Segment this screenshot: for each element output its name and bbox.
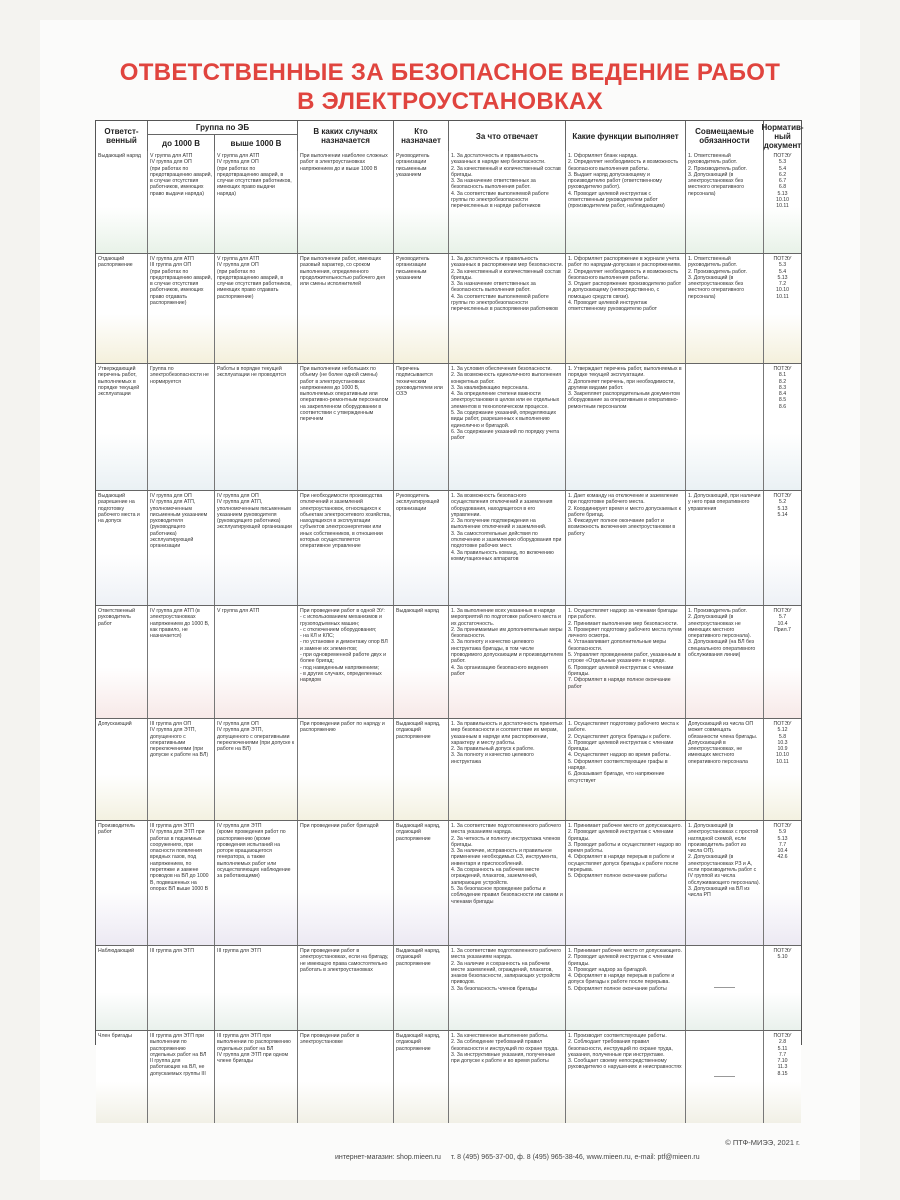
cell-combined-duties: 1. Ответственный руководитель работ. 2. Производитель работ. 3. Допускающий (в электроустановках без местного оперативного персонала): [686, 151, 764, 253]
cell-group-up-to-1000: IV группа для АТП III группа для ОП (при работах по предотвращению аварий, в случае отсутствия работников, имеющих право отдавать распоряжение): [148, 254, 215, 363]
cell-normative-doc: ПОТЭУ 5.2 5.13 5.14: [773, 493, 792, 518]
cell-group-above-1000: IV группа для ОП IV группа для ЭТП, допущенного с оперативными переключениями (при допуске к работе на ВЛ): [215, 719, 298, 820]
table-row: [96, 254, 801, 364]
table-row: [96, 1031, 801, 1123]
cell-normative-doc: ПОТЭУ 5.7 10.4 Прил.7: [773, 608, 792, 633]
header-normative-doc: Норматив- ный документ: [761, 122, 804, 150]
cell-when-assigned: При выполнении наиболее сложных работ в электроустановках напряжением до и выше 1000 В: [298, 151, 394, 253]
cell-group-up-to-1000: III группа для ОП IV группа для ЭТП, допущенного с оперативными переключениями (при допуске к работе на ВЛ): [148, 719, 215, 820]
cell-who-assigns: Руководитель организации письменным указанием: [394, 254, 449, 363]
cell-functions: 1. Оформляет бланк наряда. 2. Определяет необходимость и возможность безопасного выполнения работы. 3. Выдает наряд допускающему и производителю работ (ответственному руководителю работ). 4. Проводит целевой инструктаж с ответственным руководителем работ (производителем работ, наблюдающим): [566, 151, 686, 253]
cell-group-above-1000: III группа для ЭТП при выполнении по распоряжению отдельных работ на ВЛ IV группа для ЭТП при одном члене бригады: [215, 1031, 298, 1123]
table-row: [96, 364, 801, 491]
header-group: Группа по ЭБ: [148, 121, 298, 135]
copyright: © ПТФ-МИЭЭ, 2021 г.: [725, 1138, 800, 1147]
cell-responsible: Допускающий: [96, 719, 148, 820]
cell-group-up-to-1000: III группа для ЭТП при выполнении по распоряжению отдельных работ на ВЛ II группа для работающих на ВЛ, не допускаемых группы III: [148, 1031, 215, 1123]
cell-functions: 1. Утверждает перечень работ, выполняемых в порядке текущей эксплуатации. 2. Дополняет перечень, при необходимости, другими видами работ. 3. Закрепляет распорядительным документом оборудование за оперативным и оперативно-ремонтным персоналом: [566, 364, 686, 490]
cell-when-assigned: При проведении работ в электроустановке: [298, 1031, 394, 1123]
header-responsible: Ответст- венный: [96, 121, 148, 151]
cell-group-above-1000: V группа для АТП IV группа для ОП (при работах по предотвращению аварий, в случае отсутствия работников, имеющих право отдавать распоряжение): [215, 254, 298, 363]
cell-responsible: Ответственный руководитель работ: [96, 606, 148, 718]
cell-who-assigns: Выдающий наряд, отдающий распоряжение: [394, 946, 449, 1030]
cell-normative-doc: ПОТЭУ 5.3 5.4 6.2 6.7 6.8 5.13 10.10 10.11: [773, 153, 792, 210]
cell-combined-duties: 1. Ответственный руководитель работ. 2. Производитель работ. 3. Допускающий (в электроустановках без местного оперативного персонала): [686, 254, 764, 363]
cell-normative-doc: ПОТЭУ 5.3 5.4 5.13 7.2 10.10 10.11: [773, 256, 792, 300]
cell-functions: 1. Принимает рабочее место от допускающего. 2. Проводит целевой инструктаж с членами бригады. 3. Проводит надзор за бригадой. 4. Оформляет в наряде перерыв в работе и допуск бригады к работе после перерыва. 5. Оформляет полное окончание работы: [566, 946, 686, 1030]
cell-responsible-for: 1. За достаточность и правильность указанных в распоряжении мер безопасности. 2. За качественный и количественный состав бригады. 3. За назначение ответственных за безопасность выполнения работ. 4. За соответствие выполняемой работе группы по электробезопасности перечисленных в распоряжении работников: [449, 254, 566, 363]
cell-group-up-to-1000: IV группа для АТП (в электроустановках напряжением до 1000 В, как правило, не назначается): [148, 606, 215, 718]
cell-when-assigned: При проведении работ в электроустановках, если на бригаду, не имеющую права самостоятельно работать в электроустановках: [298, 946, 394, 1030]
cell-responsible: Выдающий наряд: [96, 151, 148, 253]
cell-group-up-to-1000: III группа для ЭТП IV группа для ЭТП при работах в подземных сооружениях, при опасности появления вредных газов, под напряжением, по перетяжке и замене проводов на ВЛ до 1000 В, подвешенных на опорах ВЛ выше 1000 В: [148, 821, 215, 945]
table-row: [96, 491, 801, 606]
cell-group-above-1000: V группа для АТП: [215, 606, 298, 718]
cell-normative-doc: ПОТЭУ 8.1 8.2 8.3 8.4 8.5 8.6: [773, 366, 792, 410]
cell-combined-duties: ———: [686, 946, 764, 1030]
cell-who-assigns: Руководитель организации письменным указанием: [394, 151, 449, 253]
header-combined-duties: Совмещаемые обязанности: [686, 121, 764, 151]
cell-responsible-for: 1. За соответствие подготовленного рабочего места указаниям наряда. 2. За наличие и сохранность на рабочем месте заземлений, ограждений, плакатов, знаков безопасности, запирающих устройств приводов. 3. За безопасность членов бригады: [449, 946, 566, 1030]
cell-group-up-to-1000: III группа для ЭТП: [148, 946, 215, 1030]
cell-functions: 1. Принимает рабочее место от допускающего. 2. Проводит целевой инструктаж с членами бригады. 3. Проводит работы и осуществляет надзор во время работы. 4. Оформляет в наряде перерыв в работе и осуществляет допуск бригады к работе после перерыва. 5. Оформляет полное окончание работы: [566, 821, 686, 945]
cell-who-assigns: Выдающий наряд, отдающий распоряжение: [394, 1031, 449, 1123]
cell-functions: 1. Осуществляет надзор за членами бригады при работе. 2. Принимает выполнение мер безопасности. 3. Проверяет подготовку рабочего места путем личного осмотра. 4. Устанавливает дополнительные меры безопасности. 5. Управляет проведением работ, указанным в строке «Отдельные указания» в наряде. 6. Проводит целевой инструктаж с членами бригады. 7. Оформляет в наряде полное окончание работ: [566, 606, 686, 718]
cell-responsible-for: 1. За условия обеспечения безопасности. 2. За возможность единоличного выполнения конкретных работ. 3. За квалификацию персонала. 4. За определение степени важности электроустановки в целом или ее отдельных элементов в технологическом процессе. 5. За содержание указаний, определяющих виды работ, разрешенных к выполнению единолично и бригадой. 6. За содержание указаний по порядку учета работ: [449, 364, 566, 490]
cell-responsible: Утверждающий перечень работ, выполняемых в порядке текущей эксплуатации: [96, 364, 148, 490]
contact-info: т. 8 (495) 965-37-00, ф. 8 (495) 965-38-46, www.mieen.ru, e-mail: ptf@mieen.ru: [450, 1154, 700, 1161]
cell-who-assigns: Выдающий наряд, отдающий распоряжение: [394, 821, 449, 945]
responsibility-table: [95, 120, 804, 1080]
table-row: [96, 606, 801, 719]
cell-who-assigns: Выдающий наряд: [394, 606, 449, 718]
cell-combined-duties: 1. Производитель работ. 2. Допускающий (в электроустановках не имеющих местного оперативного персонала). 3. Допускающий (на ВЛ без специального оперативного обслуживания линии): [686, 606, 764, 718]
header-who-assigns: Кто назначает: [394, 121, 449, 151]
cell-group-up-to-1000: V группа для АТП IV группа для ОП (при работах по предотвращению аварий, в случае отсутствия работников, имеющих право выдачи наряда): [148, 151, 215, 253]
table-row: [96, 821, 801, 946]
cell-responsible-for: 1. За правильность и достаточность принятых мер безопасности и соответствие их мерам, указанным в наряде или распоряжении, характеру и месту работы. 2. За правильный допуск к работе. 3. За полноту и качество целевого инструктажа: [449, 719, 566, 820]
cell-functions: 1. Оформляет распоряжение в журнале учета работ по нарядам-допускам и распоряжениям. 2. Определяет необходимость и возможность безопасного выполнения работы. 3. Отдает распоряжение производителю работ и допускающему (непосредственно, с помощью средств связи). 4. Проводит целевой инструктаж ответственному руководителю работ: [566, 254, 686, 363]
cell-responsible: Наблюдающий: [96, 946, 148, 1030]
table-row: [96, 719, 801, 821]
cell-group-above-1000: III группа для ЭТП: [215, 946, 298, 1030]
cell-group-up-to-1000: IV группа для ОП IV группа для АТП, уполномоченным письменным указанием руководителя (руководящего работника) эксплуатирующей организации: [148, 491, 215, 605]
header-functions: Какие функции выполняет: [566, 121, 686, 151]
cell-responsible: Отдающий распоряжение: [96, 254, 148, 363]
cell-group-above-1000: Работы в порядке текущей эксплуатации не проводятся: [215, 364, 298, 490]
header-responsible-for: За что отвечает: [449, 121, 566, 151]
contacts-line: [335, 1154, 708, 1161]
header-when-assigned: В каких случаях назначается: [298, 121, 394, 151]
cell-who-assigns: Выдающий наряд, отдающий распоряжение: [394, 719, 449, 820]
cell-functions: 1. Дает команду на отключение и заземление при подготовке рабочего места. 2. Координирует время и место допускаемых к работе бригад. 3. Фиксирует полное окончание работ и возможность включения электроустановки в работу: [566, 491, 686, 605]
cell-who-assigns: Руководитель эксплуатирующей организации: [394, 491, 449, 605]
cell-when-assigned: При необходимости производства отключений и заземлений электроустановок, относящихся к объектам электросетевого хозяйства, находящихся в эксплуатации субъектов электроэнергетики или иных собственников, в отношении которых осуществляется оперативное управление: [298, 491, 394, 605]
cell-normative-doc: ПОТЭУ 5.12 5.8 10.3 10.9 10.10 10.11: [773, 721, 792, 765]
cell-combined-duties: Допускающий из числа ОП может совмещать обязанности члена бригады. Допускающий в электроустановках, не имеющих местного оперативного персонала: [686, 719, 764, 820]
cell-when-assigned: При выполнении небольших по объему (не более одной смены) работ в электроустановках напряжением до 1000 В, выполняемых оперативным или оперативно-ремонтным персоналом на закрепленном оборудовании в соответствии с утвержденным перечнем: [298, 364, 394, 490]
cell-responsible-for: 1. За соответствие подготовленного рабочего места указаниям наряда. 2. За четкость и полноту инструктажа членов бригады. 3. За наличие, исправность и правильное применение необходимых СЗ, инструмента, инвентаря и приспособлений. 4. За сохранность на рабочем месте ограждений, плакатов, заземлений, запирающих устройств. 5. За безопасное проведение работы и соблюдение правил безопасности им самим и членами бригады: [449, 821, 566, 945]
header-up-to-1000: до 1000 В: [148, 135, 215, 151]
cell-responsible: Выдающий разрешение на подготовку рабочего места и на допуск: [96, 491, 148, 605]
cell-combined-duties: 1. Допускающий (в электроустановках с простой наглядной схемой, если производитель работ из числа ОП). 2. Допускающий (в электроустановках РЗ и А, если производитель работ с IV группой из числа обслуживающего персонала). 3. Допускающий на ВЛ из числа РП: [686, 821, 764, 945]
title-line-2: В ЭЛЕКТРОУСТАНОВКАХ: [297, 88, 603, 115]
cell-combined-duties: [686, 364, 764, 490]
cell-responsible: Член бригады: [96, 1031, 148, 1123]
cell-group-above-1000: V группа для АТП IV группа для ОП (при работах по предотвращению аварий, в случае отсутствия работников, имеющих право выдачи наряда): [215, 151, 298, 253]
cell-group-above-1000: IV группа для ЭТП (кроме проведения работ по распоряжению (кроме проведения испытаний на роторе вращающегося генератора, а также выполняемых работ или осуществляющих наблюдение за работающими): [215, 821, 298, 945]
cell-normative-doc: ПОТЭУ 2.8 5.11 7.7 7.10 11.3 8.15: [773, 1033, 792, 1077]
cell-responsible-for: 1. За возможность безопасного осуществления отключений и заземления оборудования, находящегося в его управлении. 2. За получение подтверждения на выполнение отключений и заземлений. 3. За самостоятельные действия по отключению и заземлению оборудования при подготовке рабочих мест. 4. За правильность команд, по включению коммутационных аппаратов: [449, 491, 566, 605]
table-header: [96, 121, 804, 152]
cell-when-assigned: При проведении работ бригадой: [298, 821, 394, 945]
cell-normative-doc: ПОТЭУ 5.9 5.13 7.7 10.4 42.6: [773, 823, 792, 861]
cell-responsible: Производитель работ: [96, 821, 148, 945]
cell-group-above-1000: IV группа для ОП IV группа для АТП, уполномоченным письменным указанием руководителя (руководящего работника) эксплуатирующей организации: [215, 491, 298, 605]
cell-functions: 1. Производит соответствующие работы. 2. Соблюдает требования правил безопасности, инструкций по охране труда, указания, полученные при инструктаже. 3. Сообщает своему непосредственному руководителю о нарушениях и неисправностях: [566, 1031, 686, 1123]
cell-when-assigned: При выполнении работ, имеющих разовый характер, со сроком выполнения, определенного продолжительностью рабочего дня или смены исполнителей: [298, 254, 394, 363]
cell-who-assigns: Перечень подписывается техническим руководителем или ОЗЭ: [394, 364, 449, 490]
cell-group-up-to-1000: Группа по электробезопасности не нормируется: [148, 364, 215, 490]
cell-combined-duties: ———: [686, 1031, 764, 1123]
cell-responsible-for: 1. За выполнение всех указанных в наряде мероприятий по подготовке рабочего места и их достаточность. 2. За принимаемые им дополнительные меры безопасности. 3. За полноту и качество целевого инструктажа бригады, в том числе проводимого допускающим и производителем работ. 4. За организацию безопасного ведения работ: [449, 606, 566, 718]
cell-responsible-for: 1. За качественное выполнение работы. 2. За соблюдение требований правил безопасности и инструкций по охране труда. 3. За инструктивные указания, полученные при допуске к работе и во время работы: [449, 1031, 566, 1123]
cell-functions: 1. Осуществляет подготовку рабочего места к работе. 2. Осуществляет допуск бригады к работе. 3. Проводит целевой инструктаж с членами бригады. 4. Осуществляет надзор во время работы. 5. Оформляет соответствующие графы в наряде. 6. Доказывает бригаде, что напряжение отсутствует: [566, 719, 686, 820]
header-above-1000: выше 1000 В: [215, 135, 298, 151]
table-row: [96, 151, 801, 254]
cell-combined-duties: 1. Допускающий, при наличии у него прав оперативного управления: [686, 491, 764, 605]
cell-when-assigned: При проведении работ в одной ЭУ: - с использованием механизмов и грузоподъемных машин; - с отключением оборудования; - на КЛ и КЛС; - по установке и демонтажу опор ВЛ и замене их элементов; - при одновременной работе двух и более бригад; - под наведенным напряжением; - в других случаях, определенных нарядом: [298, 606, 394, 718]
poster-title: [60, 58, 840, 116]
cell-when-assigned: При проведении работ по наряду и распоряжению: [298, 719, 394, 820]
cell-normative-doc: ПОТЭУ 5.10: [773, 948, 792, 961]
table-row: [96, 946, 801, 1031]
cell-responsible-for: 1. За достаточность и правильность указанных в наряде мер безопасности. 2. За качественный и количественный состав бригады. 3. За назначение ответственных за безопасность выполнения работ. 4. За соответствие выполняемой работе группы по электробезопасности перечисленных в наряде работников: [449, 151, 566, 253]
title-line-1: ОТВЕТСТВЕННЫЕ ЗА БЕЗОПАСНОЕ ВЕДЕНИЕ РАБОТ: [119, 59, 781, 86]
shop-link[interactable]: интернет-магазин: shop.mieen.ru: [335, 1154, 441, 1161]
